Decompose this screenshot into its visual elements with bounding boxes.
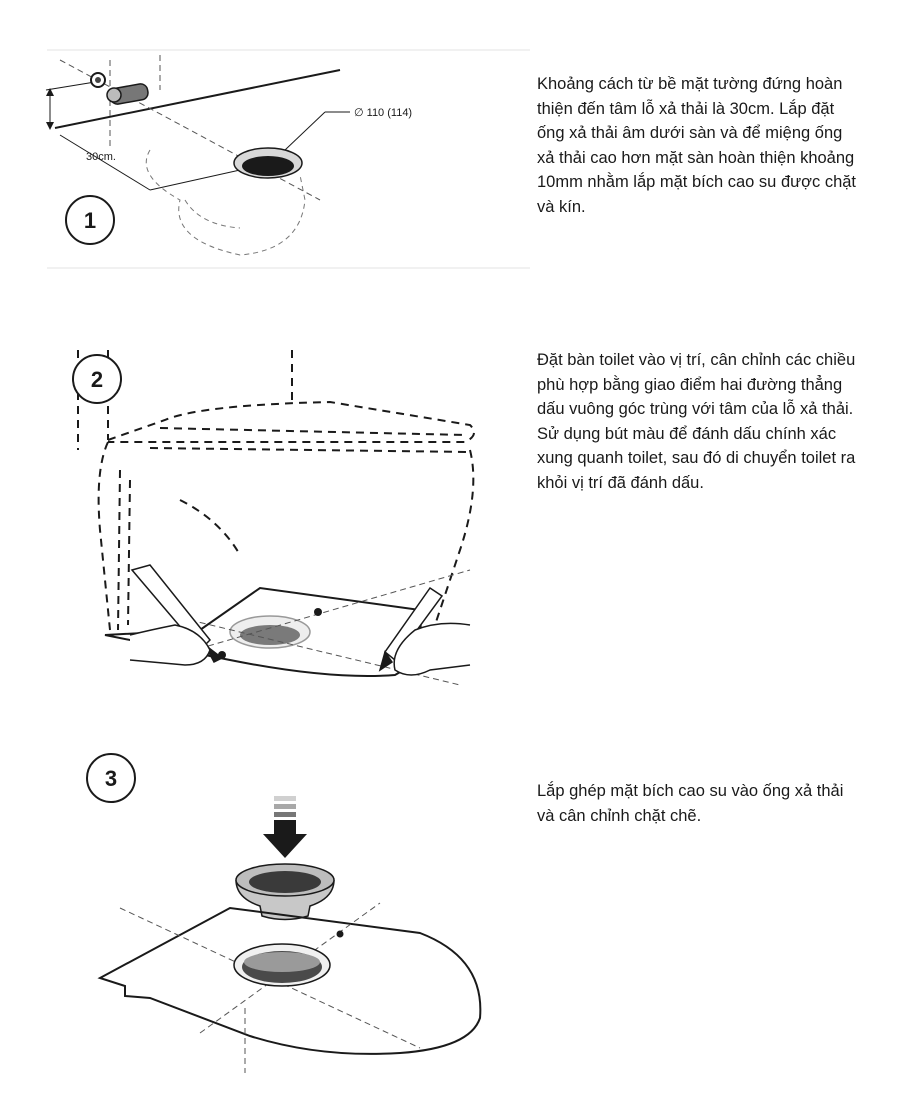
step-1 bbox=[0, 0, 901, 280]
step-1-illustration bbox=[0, 0, 535, 280]
step-3 bbox=[0, 748, 901, 1119]
step-3-illustration bbox=[0, 748, 535, 1119]
step-2-description: Đặt bàn toilet vào vị trí, cân chỉnh các chiều phù hợp bằng giao điểm hai đường thẳng dấu vuông góc trùng với tâm của lỗ xả thải. Sử dụng bút màu để đánh dấu chính xác xung quanh toilet, sau đó di chuyển toilet ra khỏi vị trí đã đánh dấu. bbox=[537, 351, 856, 492]
diameter-label: ∅ 110 (114) bbox=[354, 107, 413, 119]
step-number: 3 bbox=[104, 766, 118, 791]
dimension-label: 30cm. bbox=[86, 151, 116, 163]
step-2 bbox=[0, 330, 901, 710]
step-2-illustration bbox=[0, 330, 535, 710]
step-number: 1 bbox=[83, 208, 97, 233]
step-number: 2 bbox=[90, 367, 104, 392]
step-1-description: Khoảng cách từ bề mặt tường đứng hoàn thiện đến tâm lỗ xả thải là 30cm. Lắp đặt ống xả thải âm dưới sàn và để miệng ống xả thải cao hơn mặt sàn hoàn thiện khoảng 10mm nhằm lắp mặt bích cao su được chặt và kín. bbox=[537, 75, 857, 216]
step-3-description: Lắp ghép mặt bích cao su vào ống xả thải và cân chỉnh chặt chẽ. bbox=[537, 782, 844, 825]
